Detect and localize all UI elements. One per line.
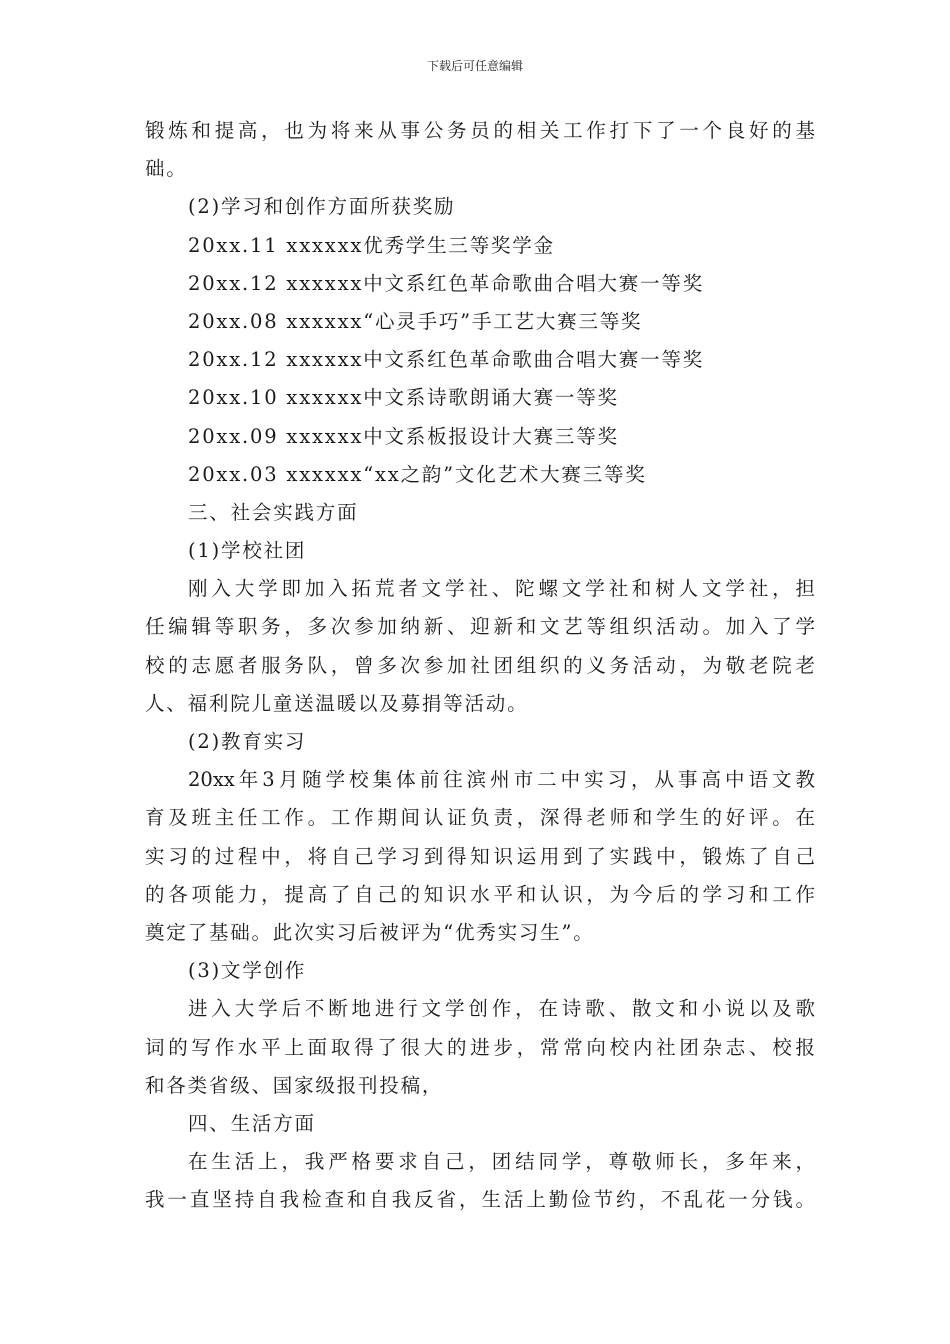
text-line: 进入大学后不断地进行文学创作，在诗歌、散文和小说以及歌 [188,997,815,1021]
text-line: 校的志愿者服务队，曾多次参加社团组织的义务活动，为敬老院老 [145,653,815,677]
text-line: 任编辑等职务，多次参加纳新、迎新和文艺等组织活动。加入了学 [145,615,815,639]
text-line: 我一直坚持自我检查和自我反省，生活上勤俭节约，不乱花一分钱。 [145,1188,815,1212]
text-line: (1)学校社团 [188,539,307,563]
text-line: 锻炼和提高，也为将来从事公务员的相关工作打下了一个良好的基 [145,119,815,142]
text-line: (3)文学创作 [188,959,307,983]
text-line: 和各类省级、国家级报刊投稿， [145,1073,444,1097]
text-line: 20xx.11 xxxxxx优秀学生三等奖学金 [188,233,555,257]
text-line: 的各项能力，提高了自己的知识水平和认识，为今后的学习和工作 [145,882,815,906]
text-line: 础。 [145,157,188,181]
text-line: 人、福利院儿童送温暖以及募捐等活动。 [145,691,529,715]
text-line: 20xx.12 xxxxxx中文系红色革命歌曲合唱大赛一等奖 [188,271,705,295]
text-line: 词的写作水平上面取得了很大的进步，常常向校内社团杂志、校报 [145,1035,815,1059]
text-line: 刚入大学即加入拓荒者文学社、陀螺文学社和树人文学社，担 [188,577,815,601]
text-line: (2)教育实习 [188,730,307,753]
text-line: 20xx.12 xxxxxx中文系红色革命歌曲合唱大赛一等奖 [188,348,705,372]
text-line: 20xx.09 xxxxxx中文系板报设计大赛三等奖 [188,424,619,448]
document-body [145,112,815,1219]
text-line: 20xx年3月随学校集体前往滨州市二中实习，从事高中语文教 [188,768,815,792]
text-line: 20xx.10 xxxxxx中文系诗歌朗诵大赛一等奖 [188,386,619,410]
text-line: (2)学习和创作方面所获奖励 [188,195,456,219]
text-line: 育及班主任工作。工作期间认证负责，深得老师和学生的好评。在 [145,806,815,830]
text-line: 奠定了基础。此次实习后被评为“优秀实习生”。 [145,920,595,944]
text-line: 在生活上，我严格要求自己，团结同学，尊敬师长，多年来， [188,1150,815,1174]
text-line: 三、社会实践方面 [188,500,359,524]
text-line: 20xx.08 xxxxxx“心灵手巧”手工艺大赛三等奖 [188,309,643,333]
page-header: 下载后可任意编辑 [426,59,523,73]
text-line: 实习的过程中，将自己学习到得知识运用到了实践中，锻炼了自己 [145,844,815,868]
text-line: 20xx.03 xxxxxx“xx之韵”文化艺术大赛三等奖 [188,462,647,486]
text-line: 四、生活方面 [188,1111,316,1135]
